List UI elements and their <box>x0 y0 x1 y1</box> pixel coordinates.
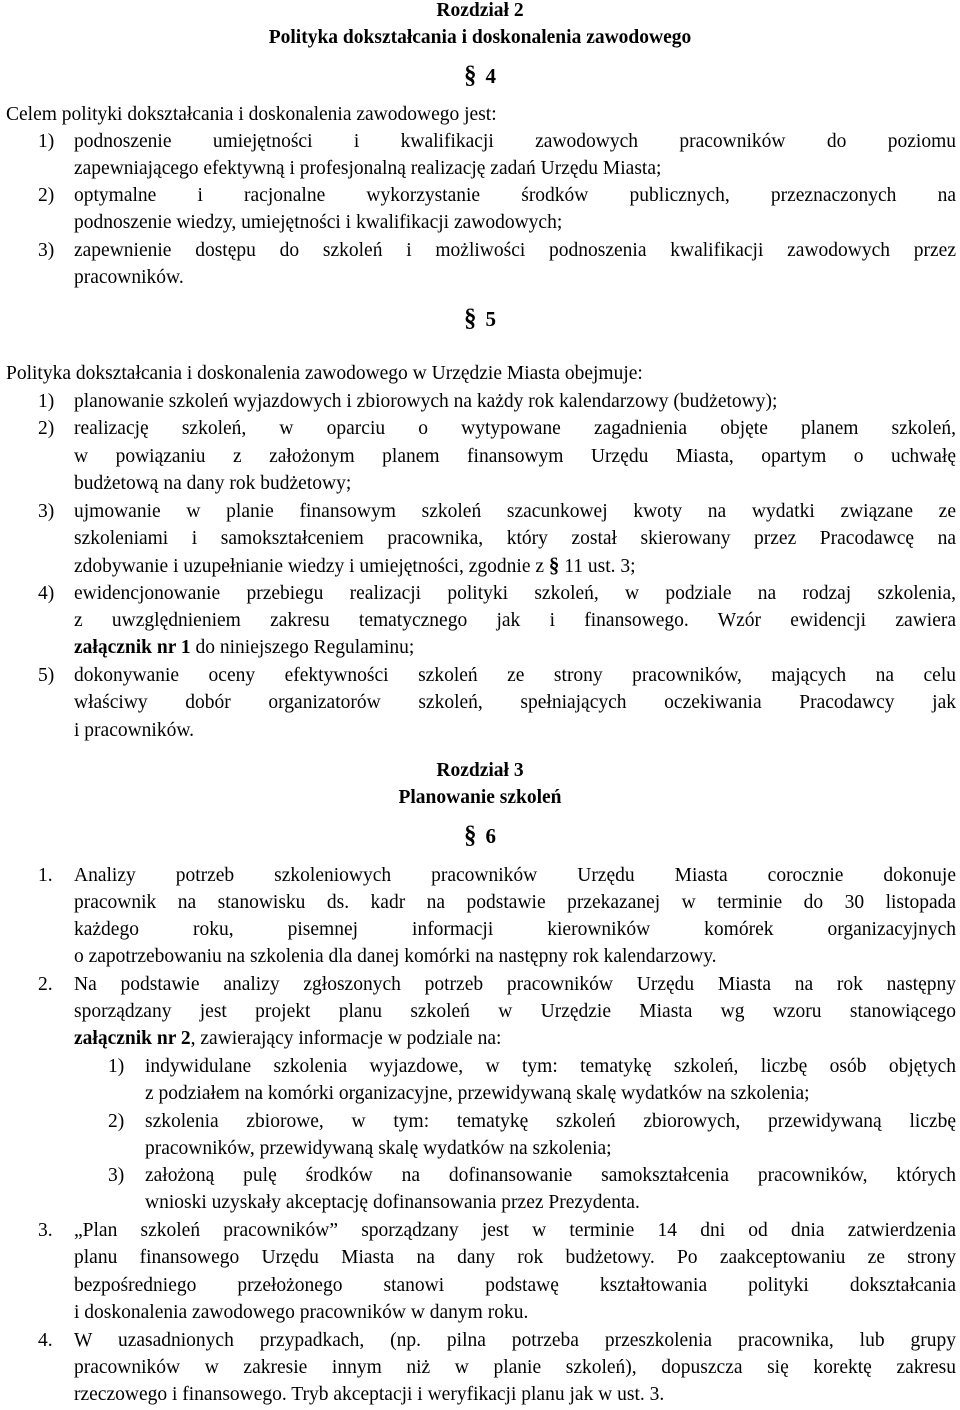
item-line: i pracowników. <box>74 720 195 741</box>
sub-item-line: wnioski uzyskały akceptację dofinansowania przez Prezydenta. <box>145 1192 640 1213</box>
item-text: do niniejszego Regulaminu; <box>190 637 415 658</box>
item-line: ujmowanie w planie finansowym szkoleń szacunkowej kwoty na wydatki związane ze <box>74 501 956 522</box>
paragraph-line: rzeczowego i finansowego. Tryb akceptacji i weryfikacji planu jak w ust. 3. <box>74 1384 665 1405</box>
sub-item-number: 2) <box>108 1111 125 1132</box>
item-number: 1) <box>38 131 55 152</box>
section-5-intro: Polityka dokształcania i doskonalenia zawodowego w Urzędzie Miasta obejmuje: <box>6 363 643 384</box>
attachment-reference: załącznik nr 2 <box>74 1028 191 1049</box>
paragraph-line: Analizy potrzeb szkoleniowych pracowników Urzędu Miasta corocznie dokonuje <box>74 865 956 886</box>
item-line: szkoleniami i samokształceniem pracownika, który został skierowany przez Pracodawcę na <box>74 528 956 549</box>
item-line: dokonywanie oceny efektywności szkoleń ze strony pracowników, mających na celu <box>74 665 956 686</box>
paragraph-number: 4. <box>38 1330 53 1351</box>
paragraph-line: W uzasadnionych przypadkach, (np. pilna potrzeba przeszkolenia pracownika, lub grupy <box>74 1330 956 1351</box>
paragraph-line: „Plan szkoleń pracowników” sporządzany jest w terminie 14 dni od dnia zatwierdzenia <box>74 1220 956 1241</box>
section-number: 6 <box>485 824 496 848</box>
item-line: zapewnienie dostępu do szkoleń i możliwości podnoszenia kwalifikacji zawodowych przez <box>74 240 956 261</box>
paragraph-line: bezpośredniego przełożonego stanowi podstawę kształtowania polityki dokształcania <box>74 1275 956 1296</box>
section-4-heading <box>0 62 960 90</box>
section-4-intro: Celem polityki dokształcania i doskonalenia zawodowego jest: <box>6 104 497 125</box>
item-number: 5) <box>38 665 55 686</box>
paragraph-line: planu finansowego Urzędu Miasta na dany rok budżetowy. Po zaakceptowaniu ze strony <box>74 1247 956 1268</box>
item-line: realizację szkoleń, w oparciu o wytypowane zagadnienia objęte planem szkoleń, <box>74 418 956 439</box>
paragraph-number: 3. <box>38 1220 53 1241</box>
paragraph-line: każdego roku, pisemnej informacji kierowników komórek organizacyjnych <box>74 919 956 940</box>
item-line: ewidencjonowanie przebiegu realizacji polityki szkoleń, w podziale na rodzaj szkolenia, <box>74 583 956 604</box>
item-line: pracowników. <box>74 267 184 288</box>
item-text: 11 ust. 3; <box>564 556 636 577</box>
paragraph-line <box>74 1025 956 1052</box>
item-line: budżetową na dany rok budżetowy; <box>74 473 352 494</box>
chapter-2-title: Rozdział 2 <box>436 0 524 21</box>
paragraph-line: sporządzany jest projekt planu szkoleń w Urzędzie Miasta wg wzoru stanowiącego <box>74 1001 956 1022</box>
section-5-heading <box>0 305 960 333</box>
sub-item-number: 3) <box>108 1165 125 1186</box>
sub-item-line: indywidulane szkolenia wyjazdowe, w tym: tematykę szkoleń, liczbę osób objętych <box>145 1056 956 1077</box>
item-number: 2) <box>38 418 55 439</box>
paragraph-number: 1. <box>38 865 53 886</box>
item-line: podnoszenie umiejętności i kwalifikacji zawodowych pracowników do poziomu <box>74 131 956 152</box>
item-text: zdobywanie i uzupełnianie wiedzy i umiejętności, zgodnie z <box>74 556 545 577</box>
section-6-heading <box>0 822 960 850</box>
item-line: w powiązaniu z założonym planem finansowym Urzędu Miasta, opartym o uchwałę <box>74 446 956 467</box>
item-line <box>74 552 956 580</box>
chapter-3-subtitle: Planowanie szkoleń <box>398 787 562 808</box>
item-number: 3) <box>38 240 55 261</box>
section-number: 4 <box>485 64 496 88</box>
item-number: 4) <box>38 583 55 604</box>
item-line <box>74 634 956 661</box>
item-line: właściwy dobór organizatorów szkoleń, spełniających oczekiwania Pracodawcy jak <box>74 692 956 713</box>
sub-item-number: 1) <box>108 1056 125 1077</box>
sub-item-line: założoną pulę środków na dofinansowanie samokształcenia pracowników, których <box>145 1165 956 1186</box>
item-number: 3) <box>38 501 55 522</box>
sub-item-line: szkolenia zbiorowe, w tym: tematykę szkoleń zbiorowych, przewidywaną liczbę <box>145 1111 956 1132</box>
attachment-reference: załącznik nr 1 <box>74 637 191 658</box>
sub-item-line: pracowników, przewidywaną skalę wydatków na szkolenia; <box>145 1138 612 1159</box>
item-line: z uwzględnieniem zakresu tematycznego jak i finansowego. Wzór ewidencji zawiera <box>74 610 956 631</box>
section-symbol-icon: § <box>548 553 560 577</box>
sub-item-line: z podziałem na komórki organizacyjne, przewidywaną skalę wydatków na szkolenia; <box>145 1083 810 1104</box>
paragraph-number: 2. <box>38 974 53 995</box>
item-number: 1) <box>38 391 55 412</box>
item-line: zapewniającego efektywną i profesjonalną realizację zadań Urzędu Miasta; <box>74 158 662 179</box>
item-number: 2) <box>38 185 55 206</box>
item-line: planowanie szkoleń wyjazdowych i zbiorowych na każdy rok kalendarzowy (budżetowy); <box>74 391 778 412</box>
chapter-3-title: Rozdział 3 <box>436 760 524 781</box>
section-symbol-icon: § <box>464 305 477 332</box>
item-line: optymalne i racjonalne wykorzystanie środków publicznych, przeznaczonych na <box>74 185 956 206</box>
paragraph-line: o zapotrzebowaniu na szkolenia dla danej komórki na następny rok kalendarzowy. <box>74 946 717 967</box>
chapter-2-subtitle: Polityka dokształcania i doskonalenia zawodowego <box>268 27 692 48</box>
section-symbol-icon: § <box>464 822 477 849</box>
section-number: 5 <box>485 307 496 331</box>
paragraph-line: pracownik na stanowisku ds. kadr na podstawie przekazanej w terminie do 30 listopada <box>74 892 956 913</box>
paragraph-line: Na podstawie analizy zgłoszonych potrzeb pracowników Urzędu Miasta na rok następny <box>74 974 956 995</box>
paragraph-text: , zawierający informacje w podziale na: <box>190 1028 502 1049</box>
item-line: podnoszenie wiedzy, umiejętności i kwalifikacji zawodowych; <box>74 212 563 233</box>
section-symbol-icon: § <box>464 62 477 89</box>
paragraph-line: i doskonalenia zawodowego pracowników w danym roku. <box>74 1302 529 1323</box>
paragraph-line: pracowników w zakresie innym niż w planie szkoleń), dopuszcza się korektę zakresu <box>74 1357 956 1378</box>
